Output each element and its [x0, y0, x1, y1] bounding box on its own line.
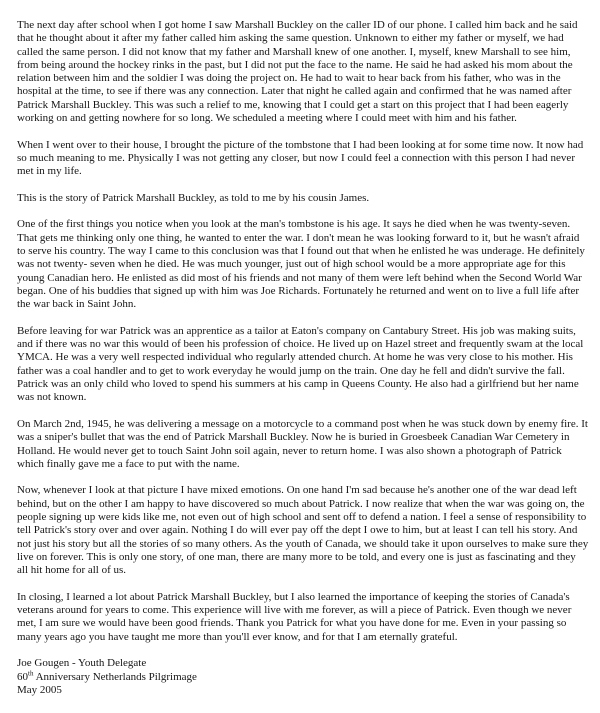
signature-event-rest: Anniversary Netherlands Pilgrimage: [33, 670, 197, 683]
signature-event-ordinal: th: [28, 668, 34, 677]
paragraph-8: In closing, I learned a lot about Patrick Marshall Buckley, but I also learned the importance of keeping the stories of Canada's veterans around for years to come. This experience will live with me forever, as will a piece of Patrick. Even though we never met, I am sure we would have been good friends. Thank you Patrick for what you have done for me. Even in your passing so many years ago you have taught me more than you'll ever know, and for that I am eternally grateful.: [17, 590, 572, 643]
paragraph-2: When I went over to their house, I brought the picture of the tombstone that I had been looking at for some time now. It now had so much meaning to me. Physically I was not getting any closer, but now I could feel a connection with this person I had never met in my life.: [17, 138, 584, 178]
signature-block: [17, 657, 593, 697]
paragraph-1: The next day after school when I got home I saw Marshall Buckley on the caller ID of our phone. I called him back and he said that he thought about it after my father called him asking the same question. Unknown to either my father or myself, we had called the same person. I did not know that my father and Marshall knew of one another. I, myself, knew Marshall to see him, from being around the hockey rinks in the past, but I did not put the face to the name. He said he had asked his mom about the relation between him and the soldier I was doing the project on. He had to wait to hear back from his father, who was in the hospital at the time, to see if there was any connection. Later that night he called again and confirmed that he was named after Patrick Marshall Buckley. This was such a relief to me, knowing that I could get a start on this project that I had been eagerly working on and getting nowhere for so long. We scheduled a meeting where I could meet with him and his father.: [17, 19, 578, 125]
signature-date: May 2005: [17, 683, 62, 696]
paragraph-6: On March 2nd, 1945, he was delivering a message on a motorcycle to a command post when he was stuck down by enemy fire. It was a sniper's bullet that was the end of Patrick Marshall Buckley. Now he is buried in Groesbeek Canadian War Cemetery in Holland. He would never get to touch Saint John soil again, never to return home. I was also shown a photograph of Patrick which finally gave me a face to put with the name.: [17, 417, 588, 470]
signature-event-number: 60: [17, 670, 28, 683]
paragraph-7: Now, whenever I look at that picture I have mixed emotions. On one hand I'm sad because he's another one of the war dead left behind, but on the other I am happy to have discovered so much about Patrick. I now realize that when the war was going on, the people signing up were kids like me, not even out of high school and sent off to defend a nation. I feel a sense of responsibility to tell Patrick's story over and over again. Nothing I do will ever pay off the dept I owe to him, but at least I can tell his story. And not just his story but all the stories of so many others. As the youth of Canada, we should take it upon ourselves to make sure they live on forever. This is only one story, of one man, there are many more to be told, and every one is just as fascinating and they all hit home for all of us.: [17, 484, 589, 577]
signature-event: [17, 668, 589, 684]
paragraph-3: This is the story of Patrick Marshall Buckley, as told to me by his cousin James.: [17, 191, 370, 204]
signature-name: Joe Gougen - Youth Delegate: [17, 657, 147, 670]
paragraph-4: One of the first things you notice when you look at the man's tombstone is his age. It says he died when he was twenty-seven. That gets me thinking only one thing, he wanted to enter the war. I don't mean he was looking forward to it, but he wasn't afraid to serve his country. The way I came to this conclusion was that I found out that when he enlisted he was underage. He definitely was not twenty- seven when he died. He was much younger, just out of high school would be a more appropriate age for this young Canadian hero. He enlisted as did most of his friends and not many of them were left behind when the Second World War began. One of his buddies that signed up with him was Joe Richards. Fortunately he returned and went on to live a full life after the war back in Saint John.: [17, 218, 585, 311]
paragraph-5: Before leaving for war Patrick was an apprentice as a tailor at Eaton's company on Cantabury Street. His job was making suits, and if there was no war this would of been his profession of choice. He lived up on Hazel street and frequently swam at the local YMCA. He was a very well respected individual who regularly attended church. At home he was very close to his mother. His father was a coal handler and to get to work everyday he would jump on the train. One day he fell and didn't survive the fall. Patrick was an only child who loved to spend his summers at his camp in Queens County. He also had a girlfriend but her name was not known.: [17, 324, 584, 404]
